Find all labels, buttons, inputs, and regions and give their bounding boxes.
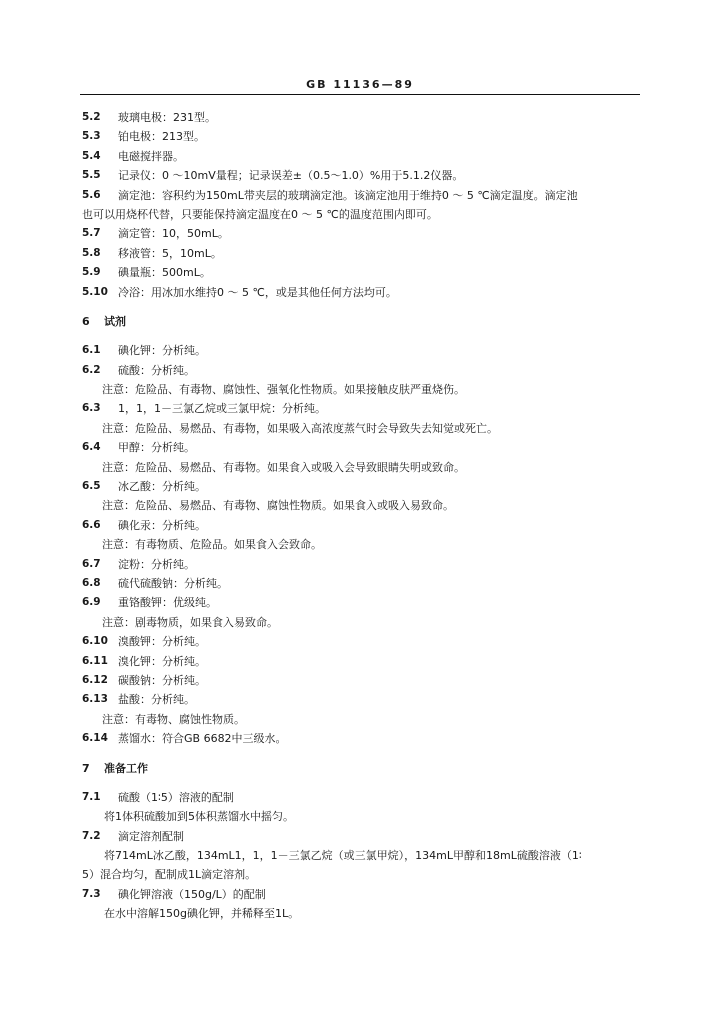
clause-number: 6.12 bbox=[82, 673, 108, 686]
clause-6-9 bbox=[0, 593, 724, 612]
safety-note: 注意：危险品、易燃品、有毒物，如果吸入高浓度蒸气时会导致失去知觉或死亡。 bbox=[102, 421, 498, 435]
clause-number: 5.9 bbox=[82, 266, 101, 279]
clause-number: 6.3 bbox=[82, 402, 101, 415]
safety-note: 注意：有毒物、腐蚀性物质。 bbox=[102, 712, 245, 726]
clause-number: 5.3 bbox=[82, 130, 101, 143]
section-number: 7 bbox=[82, 761, 90, 775]
clause-text: 铂电极：213型。 bbox=[118, 130, 205, 144]
clause-5-2 bbox=[0, 108, 724, 127]
clause-6-13-note bbox=[0, 710, 724, 729]
clause-number: 5.7 bbox=[82, 227, 101, 240]
clause-6-9-note bbox=[0, 613, 724, 632]
clause-text: 碘化钾溶液（150g/L）的配制 bbox=[118, 887, 266, 901]
clause-number: 6.6 bbox=[82, 518, 101, 531]
clause-5-7 bbox=[0, 224, 724, 243]
section-6-heading bbox=[0, 312, 724, 331]
clause-text: 硫酸（1∶5）溶液的配制 bbox=[118, 790, 234, 804]
clause-number: 6.9 bbox=[82, 596, 101, 609]
clause-7-3-body bbox=[0, 904, 724, 923]
spacer bbox=[0, 302, 724, 312]
clause-5-4 bbox=[0, 147, 724, 166]
clause-text: 硫酸：分析纯。 bbox=[118, 363, 195, 377]
clause-text: 玻璃电极：231型。 bbox=[118, 111, 216, 124]
clause-5-5 bbox=[0, 166, 724, 185]
clause-6-14 bbox=[0, 729, 724, 748]
clause-6-10 bbox=[0, 632, 724, 651]
clause-body: 在水中溶解150g碘化钾，并稀释至1L。 bbox=[104, 907, 300, 921]
clause-number: 6.5 bbox=[82, 480, 101, 493]
clause-text: 冷浴：用冰加水维持0 ～ 5 ℃，或是其他任何方法均可。 bbox=[118, 285, 397, 299]
clause-text: 碘化汞：分析纯。 bbox=[118, 518, 206, 532]
clause-6-7 bbox=[0, 555, 724, 574]
clause-number: 5.5 bbox=[82, 169, 101, 182]
clause-text: 溴酸钾：分析纯。 bbox=[118, 635, 206, 649]
clause-number: 6.1 bbox=[82, 344, 101, 357]
clause-7-2 bbox=[0, 827, 724, 846]
clause-text: 碘量瓶：500mL。 bbox=[118, 266, 211, 280]
clause-number: 6.7 bbox=[82, 557, 101, 570]
clause-text: 重铬酸钾：优级纯。 bbox=[118, 596, 217, 610]
clause-number: 6.13 bbox=[82, 693, 108, 706]
clause-5-6-continuation bbox=[0, 205, 724, 224]
clause-6-4 bbox=[0, 438, 724, 457]
safety-note: 注意：危险品、有毒物、腐蚀性、强氧化性物质。如果接触皮肤严重烧伤。 bbox=[102, 383, 465, 397]
spacer bbox=[0, 749, 724, 759]
clause-text: 电磁搅拌器。 bbox=[118, 149, 184, 163]
clause-number: 6.2 bbox=[82, 363, 101, 376]
section-7-heading bbox=[0, 759, 724, 778]
clause-6-8 bbox=[0, 574, 724, 593]
clause-6-5-note bbox=[0, 496, 724, 515]
clause-6-13 bbox=[0, 690, 724, 709]
clause-body: 将1体积硫酸加到5体积蒸馏水中摇匀。 bbox=[104, 810, 294, 824]
clause-text: 记录仪：0 ～10mV量程；记录误差±（0.5～1.0）%用于5.1.2仪器。 bbox=[118, 169, 464, 183]
clause-6-3-note bbox=[0, 419, 724, 438]
clause-number: 5.8 bbox=[82, 246, 101, 259]
clause-text: 滴定溶剂配制 bbox=[118, 829, 184, 843]
clause-7-2-body bbox=[0, 846, 724, 865]
spacer bbox=[0, 331, 724, 341]
clause-7-2-continuation bbox=[0, 865, 724, 884]
clause-number: 5.4 bbox=[82, 149, 101, 162]
clause-7-1 bbox=[0, 788, 724, 807]
clause-7-1-body bbox=[0, 807, 724, 826]
clause-text: 淀粉：分析纯。 bbox=[118, 557, 195, 571]
section-title: 试剂 bbox=[104, 314, 126, 328]
clause-number: 6.11 bbox=[82, 654, 108, 667]
clause-number: 6.8 bbox=[82, 576, 101, 589]
clause-text: 滴定池：容积约为150mL带夹层的玻璃滴定池。该滴定池用于维持0 ～ 5 ℃滴定温度。滴定池 bbox=[118, 188, 578, 202]
clause-6-3 bbox=[0, 399, 724, 418]
clause-6-5 bbox=[0, 477, 724, 496]
section-number: 6 bbox=[82, 314, 90, 328]
clause-text: 甲醇：分析纯。 bbox=[118, 441, 195, 455]
clause-number: 7.3 bbox=[82, 887, 101, 900]
clause-5-6 bbox=[0, 186, 724, 205]
clause-text: 碘化钾：分析纯。 bbox=[118, 344, 206, 358]
safety-note: 注意：有毒物质、危险品。如果食入会致命。 bbox=[102, 538, 322, 552]
clause-6-1 bbox=[0, 341, 724, 360]
clause-number: 5.10 bbox=[82, 285, 108, 298]
document-body bbox=[0, 108, 724, 924]
spacer bbox=[0, 778, 724, 788]
header-rule bbox=[80, 94, 640, 95]
clause-number: 6.10 bbox=[82, 635, 108, 648]
clause-text: 硫代硫酸钠：分析纯。 bbox=[118, 576, 228, 590]
clause-number: 6.14 bbox=[82, 732, 108, 745]
clause-6-4-note bbox=[0, 458, 724, 477]
clause-number: 5.6 bbox=[82, 188, 101, 201]
clause-5-10 bbox=[0, 283, 724, 302]
safety-note: 注意：危险品、易燃品、有毒物。如果食入或吸入会导致眼睛失明或致命。 bbox=[102, 460, 465, 474]
clause-6-6 bbox=[0, 516, 724, 535]
clause-6-6-note bbox=[0, 535, 724, 554]
clause-text: 溴化钾：分析纯。 bbox=[118, 654, 206, 668]
clause-7-3 bbox=[0, 885, 724, 904]
clause-text: 碳酸钠：分析纯。 bbox=[118, 673, 206, 687]
clause-text: 蒸馏水：符合GB 6682中三级水。 bbox=[118, 732, 287, 746]
clause-6-11 bbox=[0, 652, 724, 671]
clause-continuation: 5）混合均匀，配制成1L滴定溶剂。 bbox=[82, 868, 257, 882]
section-title: 准备工作 bbox=[104, 761, 148, 775]
clause-number: 5.2 bbox=[82, 111, 101, 123]
clause-body: 将714mL冰乙酸，134mL1，1，1－三氯乙烷（或三氯甲烷），134mL甲醇和18mL硫酸溶液（1∶ bbox=[104, 849, 582, 863]
clause-number: 6.4 bbox=[82, 441, 101, 454]
clause-5-9 bbox=[0, 263, 724, 282]
clause-5-3 bbox=[0, 127, 724, 146]
clause-text: 盐酸：分析纯。 bbox=[118, 693, 195, 707]
clause-5-8 bbox=[0, 244, 724, 263]
clause-text: 移液管：5，10mL。 bbox=[118, 246, 222, 260]
clause-text: 冰乙酸：分析纯。 bbox=[118, 480, 206, 494]
clause-number: 7.1 bbox=[82, 790, 101, 803]
clause-text: 滴定管：10，50mL。 bbox=[118, 227, 229, 241]
clause-number: 7.2 bbox=[82, 829, 101, 842]
clause-continuation: 也可以用烧杯代替，只要能保持滴定温度在0 ～ 5 ℃的温度范围内即可。 bbox=[82, 207, 438, 221]
page-header: GB 11136—89 bbox=[306, 78, 414, 91]
clause-6-2-note bbox=[0, 380, 724, 399]
clause-6-2 bbox=[0, 361, 724, 380]
clause-text: 1，1，1－三氯乙烷或三氯甲烷：分析纯。 bbox=[118, 402, 326, 416]
safety-note: 注意：剧毒物质，如果食入易致命。 bbox=[102, 615, 278, 629]
safety-note: 注意：危险品、易燃品、有毒物、腐蚀性物质。如果食入或吸入易致命。 bbox=[102, 499, 454, 513]
clause-6-12 bbox=[0, 671, 724, 690]
